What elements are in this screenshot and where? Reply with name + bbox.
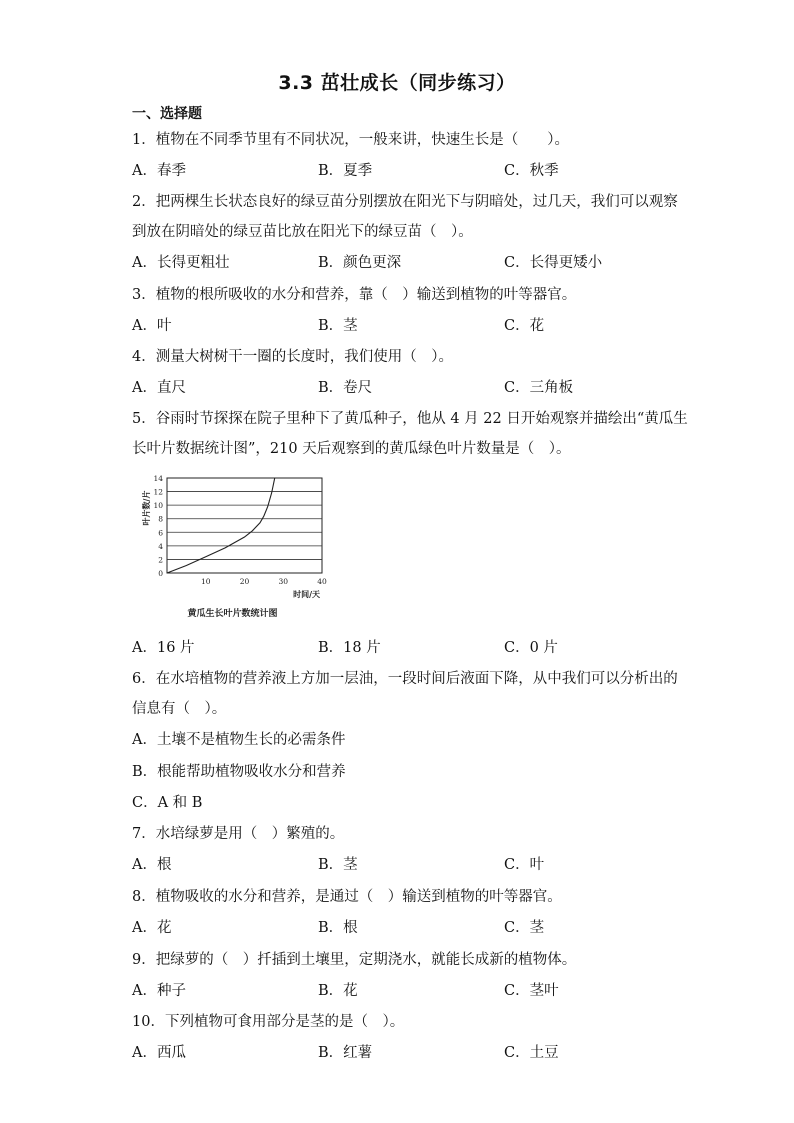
question-2-text: 2．把两棵生长状态良好的绿豆苗分别摆放在阳光下与阴暗处，过几天，我们可以观察 <box>132 194 678 210</box>
question-4-text: 4．测量大树树干一圈的长度时，我们使用（ ）。 <box>132 349 453 365</box>
y-tick-label: 4 <box>158 541 163 551</box>
question-5-option-c: C．0 片 <box>504 640 558 656</box>
question-5-text: 长叶片数据统计图”，210 天后观察到的黄瓜绿色叶片数量是（ ）。 <box>132 441 571 457</box>
question-3-text: 3．植物的根所吸收的水分和营养，靠（ ）输送到植物的叶等器官。 <box>132 287 577 303</box>
question-8-text: 8．植物吸收的水分和营养，是通过（ ）输送到植物的叶等器官。 <box>132 889 562 905</box>
question-10-option-a: A．西瓜 <box>132 1045 186 1061</box>
y-tick-label: 8 <box>158 514 163 524</box>
question-9-option-a: A．种子 <box>132 983 186 999</box>
question-3-option-b: B．茎 <box>318 318 358 334</box>
chart-title: 黄瓜生长叶片数统计图 <box>187 609 278 619</box>
x-tick-label: 10 <box>200 577 211 586</box>
question-5-text: 5．谷雨时节探探在院子里种下了黄瓜种子，他从 4 月 22 日开始观察并描绘出“黄瓜生 <box>132 411 688 427</box>
y-axis-label: 叶片数/片 <box>141 490 151 526</box>
section-heading: 一、选择题 <box>132 106 202 122</box>
y-tick-label: 0 <box>158 569 163 578</box>
question-1-option-c: C．秋季 <box>504 163 559 179</box>
question-5-option-b: B．18 片 <box>318 640 381 656</box>
question-2-option-a: A．长得更粗壮 <box>132 255 230 271</box>
question-4-option-a: A．直尺 <box>132 380 186 396</box>
leaf-count-chart <box>140 470 340 625</box>
question-8-option-a: A．花 <box>132 920 172 936</box>
x-tick-label: 20 <box>239 577 250 586</box>
y-tick-label: 2 <box>158 555 163 565</box>
question-6-option-c: C．A 和 B <box>132 795 203 811</box>
question-3-option-c: C．花 <box>504 318 545 334</box>
x-tick-label: 40 <box>317 577 327 586</box>
question-8-option-b: B．根 <box>318 920 358 936</box>
question-7-option-a: A．根 <box>132 857 172 873</box>
x-axis-label: 时间/天 <box>293 589 320 599</box>
question-6-text: 信息有（ ）。 <box>132 701 227 717</box>
question-9-text: 9．把绿萝的（ ）扦插到土壤里，定期浇水，就能长成新的植物体。 <box>132 952 577 968</box>
question-10-option-c: C．土豆 <box>504 1045 559 1061</box>
series-line <box>167 478 275 573</box>
question-4-option-c: C．三角板 <box>504 380 574 396</box>
question-8-option-c: C．茎 <box>504 920 545 936</box>
question-2-option-b: B．颜色更深 <box>318 255 402 271</box>
question-7-option-c: C．叶 <box>504 857 545 873</box>
question-5-option-a: A．16 片 <box>132 640 195 656</box>
question-7-option-b: B．茎 <box>318 857 358 873</box>
question-1-text: 1．植物在不同季节里有不同状况，一般来讲，快速生长是（ ）。 <box>132 132 569 148</box>
question-2-text: 到放在阴暗处的绿豆苗比放在阳光下的绿豆苗（ ）。 <box>132 224 473 240</box>
question-1-option-b: B．夏季 <box>318 163 373 179</box>
y-tick-label: 14 <box>153 474 163 483</box>
question-6-option-b: B．根能帮助植物吸收水分和营养 <box>132 764 346 780</box>
question-7-text: 7．水培绿萝是用（ ）繁殖的。 <box>132 826 345 842</box>
question-6-text: 6．在水培植物的营养液上方加一层油，一段时间后液面下降，从中我们可以分析出的 <box>132 671 678 687</box>
y-tick-label: 12 <box>153 487 163 497</box>
question-4-option-b: B．卷尺 <box>318 380 373 396</box>
x-tick-label: 30 <box>278 577 289 586</box>
question-2-option-c: C．长得更矮小 <box>504 255 603 271</box>
question-3-option-a: A．叶 <box>132 318 172 334</box>
y-tick-label: 6 <box>158 528 163 538</box>
question-6-option-a: A．土壤不是植物生长的必需条件 <box>132 732 346 748</box>
question-1-option-a: A．春季 <box>132 163 186 179</box>
question-10-text: 10．下列植物可食用部分是茎的是（ ）。 <box>132 1014 405 1030</box>
page-title: 3.3 茁壮成长（同步练习） <box>278 72 516 94</box>
question-10-option-b: B．红薯 <box>318 1045 373 1061</box>
y-tick-label: 10 <box>153 501 163 511</box>
question-9-option-b: B．花 <box>318 983 358 999</box>
plot-frame <box>167 478 322 573</box>
question-9-option-c: C．茎叶 <box>504 983 559 999</box>
